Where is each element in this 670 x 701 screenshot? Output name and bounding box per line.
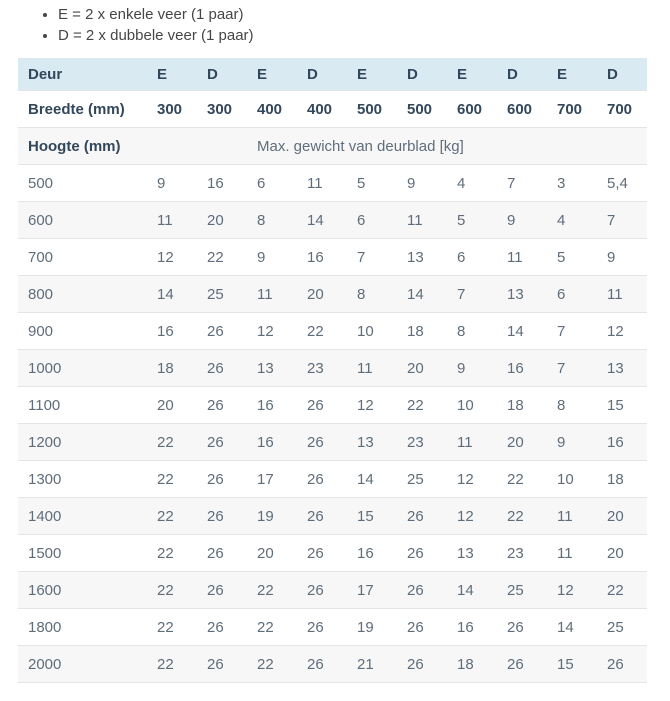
col-header-spring-type: D — [397, 58, 447, 91]
table-row — [18, 387, 647, 424]
legend-list — [18, 4, 651, 46]
weight-cell: 13 — [347, 424, 397, 461]
col-header-spring-type: D — [197, 58, 247, 91]
weight-cell: 14 — [397, 276, 447, 313]
weight-cell: 11 — [497, 239, 547, 276]
weight-cell: 13 — [447, 535, 497, 572]
weight-cell: 18 — [447, 646, 497, 683]
hoogte-label: Hoogte (mm) — [18, 128, 247, 165]
legend-item-dubbele-veer: • D = 2 x dubbele veer (1 paar) — [58, 25, 651, 46]
weight-cell: 16 — [197, 165, 247, 202]
weight-cell: 26 — [197, 313, 247, 350]
weight-cell: 26 — [297, 646, 347, 683]
weight-cell: 16 — [497, 350, 547, 387]
weight-cell: 9 — [447, 350, 497, 387]
hoogte-value: 1800 — [18, 609, 147, 646]
weight-cell: 26 — [397, 572, 447, 609]
weight-cell: 26 — [397, 535, 447, 572]
weight-cell: 12 — [547, 572, 597, 609]
weight-cell: 22 — [147, 535, 197, 572]
weight-cell: 4 — [547, 202, 597, 239]
weight-cell: 14 — [547, 609, 597, 646]
weight-cell: 11 — [597, 276, 647, 313]
weight-cell: 8 — [447, 313, 497, 350]
weight-cell: 13 — [247, 350, 297, 387]
table-row — [18, 239, 647, 276]
weight-cell: 22 — [197, 239, 247, 276]
weight-cell: 21 — [347, 646, 397, 683]
col-header-spring-type: E — [447, 58, 497, 91]
weight-cell: 13 — [597, 350, 647, 387]
weight-cell: 12 — [247, 313, 297, 350]
breedte-value: 300 — [197, 91, 247, 128]
weight-cell: 5,4 — [597, 165, 647, 202]
weight-cell: 25 — [397, 461, 447, 498]
weight-cell: 26 — [397, 498, 447, 535]
breedte-value: 400 — [247, 91, 297, 128]
weight-cell: 5 — [547, 239, 597, 276]
weight-cell: 16 — [597, 424, 647, 461]
weight-cell: 25 — [597, 609, 647, 646]
weight-cell: 11 — [147, 202, 197, 239]
hoogte-value: 1400 — [18, 498, 147, 535]
weight-cell: 20 — [247, 535, 297, 572]
weight-cell: 3 — [547, 165, 597, 202]
weight-cell: 16 — [347, 535, 397, 572]
weight-cell: 22 — [247, 609, 297, 646]
weight-cell: 14 — [297, 202, 347, 239]
hoogte-value: 1100 — [18, 387, 147, 424]
weight-cell: 20 — [597, 498, 647, 535]
weight-cell: 6 — [247, 165, 297, 202]
weight-cell: 12 — [597, 313, 647, 350]
weight-cell: 6 — [547, 276, 597, 313]
weight-cell: 22 — [297, 313, 347, 350]
breedte-value: 700 — [547, 91, 597, 128]
hoogte-value: 1600 — [18, 572, 147, 609]
weight-cell: 26 — [197, 387, 247, 424]
table-header-row — [18, 58, 647, 91]
weight-cell: 23 — [497, 535, 547, 572]
weight-cell: 11 — [397, 202, 447, 239]
weight-cell: 22 — [147, 461, 197, 498]
weight-cell: 11 — [347, 350, 397, 387]
weight-cell: 10 — [347, 313, 397, 350]
weight-cell: 26 — [397, 609, 447, 646]
col-header-spring-type: E — [547, 58, 597, 91]
weight-cell: 26 — [197, 535, 247, 572]
weight-cell: 20 — [397, 350, 447, 387]
weight-cell: 20 — [597, 535, 647, 572]
weight-cell: 5 — [347, 165, 397, 202]
weight-cell: 23 — [297, 350, 347, 387]
breedte-value: 400 — [297, 91, 347, 128]
weight-cell: 7 — [447, 276, 497, 313]
hoogte-value: 700 — [18, 239, 147, 276]
legend-item-enkele-veer: • E = 2 x enkele veer (1 paar) — [58, 4, 651, 25]
weight-cell: 20 — [197, 202, 247, 239]
weight-cell: 14 — [497, 313, 547, 350]
weight-cell: 16 — [247, 424, 297, 461]
weight-cell: 14 — [147, 276, 197, 313]
weight-cell: 6 — [447, 239, 497, 276]
weight-cell: 9 — [497, 202, 547, 239]
weight-cell: 12 — [447, 461, 497, 498]
weight-cell: 26 — [297, 461, 347, 498]
table-row — [18, 165, 647, 202]
weight-cell: 16 — [247, 387, 297, 424]
weight-cell: 11 — [247, 276, 297, 313]
weight-cell: 16 — [147, 313, 197, 350]
weight-cell: 14 — [447, 572, 497, 609]
weight-cell: 19 — [347, 609, 397, 646]
weight-cell: 9 — [247, 239, 297, 276]
table-row — [18, 609, 647, 646]
table-row — [18, 350, 647, 387]
weight-cell: 26 — [197, 461, 247, 498]
weight-cell: 4 — [447, 165, 497, 202]
hoogte-value: 600 — [18, 202, 147, 239]
weight-cell: 7 — [547, 313, 597, 350]
weight-cell: 26 — [197, 424, 247, 461]
weight-cell: 16 — [447, 609, 497, 646]
weight-cell: 26 — [297, 572, 347, 609]
table-row — [18, 424, 647, 461]
weight-cell: 9 — [147, 165, 197, 202]
breedte-value: 700 — [597, 91, 647, 128]
weight-cell: 9 — [397, 165, 447, 202]
weight-cell: 7 — [547, 350, 597, 387]
weight-cell: 26 — [197, 572, 247, 609]
weight-cell: 15 — [597, 387, 647, 424]
weight-cell: 26 — [297, 424, 347, 461]
weight-cell: 20 — [297, 276, 347, 313]
weight-cell: 18 — [147, 350, 197, 387]
weight-cell: 16 — [297, 239, 347, 276]
weight-cell: 12 — [347, 387, 397, 424]
weight-cell: 26 — [297, 535, 347, 572]
weight-cell: 8 — [347, 276, 397, 313]
weight-cell: 22 — [147, 572, 197, 609]
weight-cell: 18 — [497, 387, 547, 424]
breedte-value: 300 — [147, 91, 197, 128]
weight-cell: 25 — [497, 572, 547, 609]
hoogte-value: 500 — [18, 165, 147, 202]
weight-cell: 15 — [347, 498, 397, 535]
col-header-deur: Deur — [18, 58, 147, 91]
weight-cell: 10 — [447, 387, 497, 424]
weight-cell: 26 — [197, 350, 247, 387]
weight-cell: 22 — [147, 609, 197, 646]
weight-cell: 22 — [247, 646, 297, 683]
weight-cell: 6 — [347, 202, 397, 239]
weight-cell: 7 — [347, 239, 397, 276]
weight-cell: 26 — [197, 498, 247, 535]
table-row — [18, 276, 647, 313]
weight-cell: 22 — [247, 572, 297, 609]
weight-cell: 22 — [147, 424, 197, 461]
max-weight-note: Max. gewicht van deurblad [kg] — [247, 128, 647, 165]
weight-cell: 17 — [347, 572, 397, 609]
table-row — [18, 202, 647, 239]
weight-cell: 15 — [547, 646, 597, 683]
weight-cell: 18 — [597, 461, 647, 498]
weight-cell: 8 — [247, 202, 297, 239]
table-row — [18, 461, 647, 498]
hoogte-value: 1000 — [18, 350, 147, 387]
hoogte-value: 800 — [18, 276, 147, 313]
table-row — [18, 498, 647, 535]
breedte-value: 500 — [397, 91, 447, 128]
hoogte-value: 2000 — [18, 646, 147, 683]
weight-cell: 18 — [397, 313, 447, 350]
col-header-spring-type: D — [297, 58, 347, 91]
weight-cell: 26 — [297, 387, 347, 424]
hoogte-value: 1200 — [18, 424, 147, 461]
weight-cell: 9 — [597, 239, 647, 276]
weight-cell: 22 — [497, 498, 547, 535]
weight-cell: 20 — [497, 424, 547, 461]
weight-cell: 22 — [597, 572, 647, 609]
weight-cell: 7 — [497, 165, 547, 202]
table-row — [18, 313, 647, 350]
col-header-spring-type: D — [597, 58, 647, 91]
hoogte-value: 1500 — [18, 535, 147, 572]
weight-cell: 22 — [147, 646, 197, 683]
table-row — [18, 535, 647, 572]
weight-cell: 22 — [147, 498, 197, 535]
weight-cell: 11 — [297, 165, 347, 202]
hoogte-value: 900 — [18, 313, 147, 350]
col-header-spring-type: E — [147, 58, 197, 91]
weight-cell: 26 — [597, 646, 647, 683]
weight-cell: 26 — [197, 646, 247, 683]
breedte-label: Breedte (mm) — [18, 91, 147, 128]
weight-cell: 9 — [547, 424, 597, 461]
breedte-row — [18, 91, 647, 128]
breedte-value: 600 — [497, 91, 547, 128]
weight-cell: 10 — [547, 461, 597, 498]
breedte-value: 500 — [347, 91, 397, 128]
weight-cell: 13 — [397, 239, 447, 276]
door-spring-weight-table — [18, 58, 647, 683]
weight-cell: 7 — [597, 202, 647, 239]
weight-cell: 17 — [247, 461, 297, 498]
weight-cell: 14 — [347, 461, 397, 498]
weight-cell: 26 — [297, 609, 347, 646]
col-header-spring-type: E — [347, 58, 397, 91]
table-row — [18, 572, 647, 609]
weight-cell: 26 — [197, 609, 247, 646]
col-header-spring-type: D — [497, 58, 547, 91]
weight-cell: 25 — [197, 276, 247, 313]
weight-cell: 26 — [397, 646, 447, 683]
hoogte-value: 1300 — [18, 461, 147, 498]
col-header-spring-type: E — [247, 58, 297, 91]
weight-cell: 19 — [247, 498, 297, 535]
weight-cell: 20 — [147, 387, 197, 424]
weight-cell: 26 — [497, 609, 547, 646]
weight-cell: 11 — [547, 535, 597, 572]
weight-cell: 8 — [547, 387, 597, 424]
weight-cell: 12 — [147, 239, 197, 276]
weight-cell: 5 — [447, 202, 497, 239]
weight-cell: 26 — [297, 498, 347, 535]
weight-cell: 11 — [447, 424, 497, 461]
weight-cell: 13 — [497, 276, 547, 313]
weight-cell: 23 — [397, 424, 447, 461]
weight-cell: 22 — [397, 387, 447, 424]
breedte-value: 600 — [447, 91, 497, 128]
weight-cell: 11 — [547, 498, 597, 535]
weight-cell: 26 — [497, 646, 547, 683]
hoogte-header-row — [18, 128, 647, 165]
table-row — [18, 646, 647, 683]
weight-cell: 22 — [497, 461, 547, 498]
weight-cell: 12 — [447, 498, 497, 535]
